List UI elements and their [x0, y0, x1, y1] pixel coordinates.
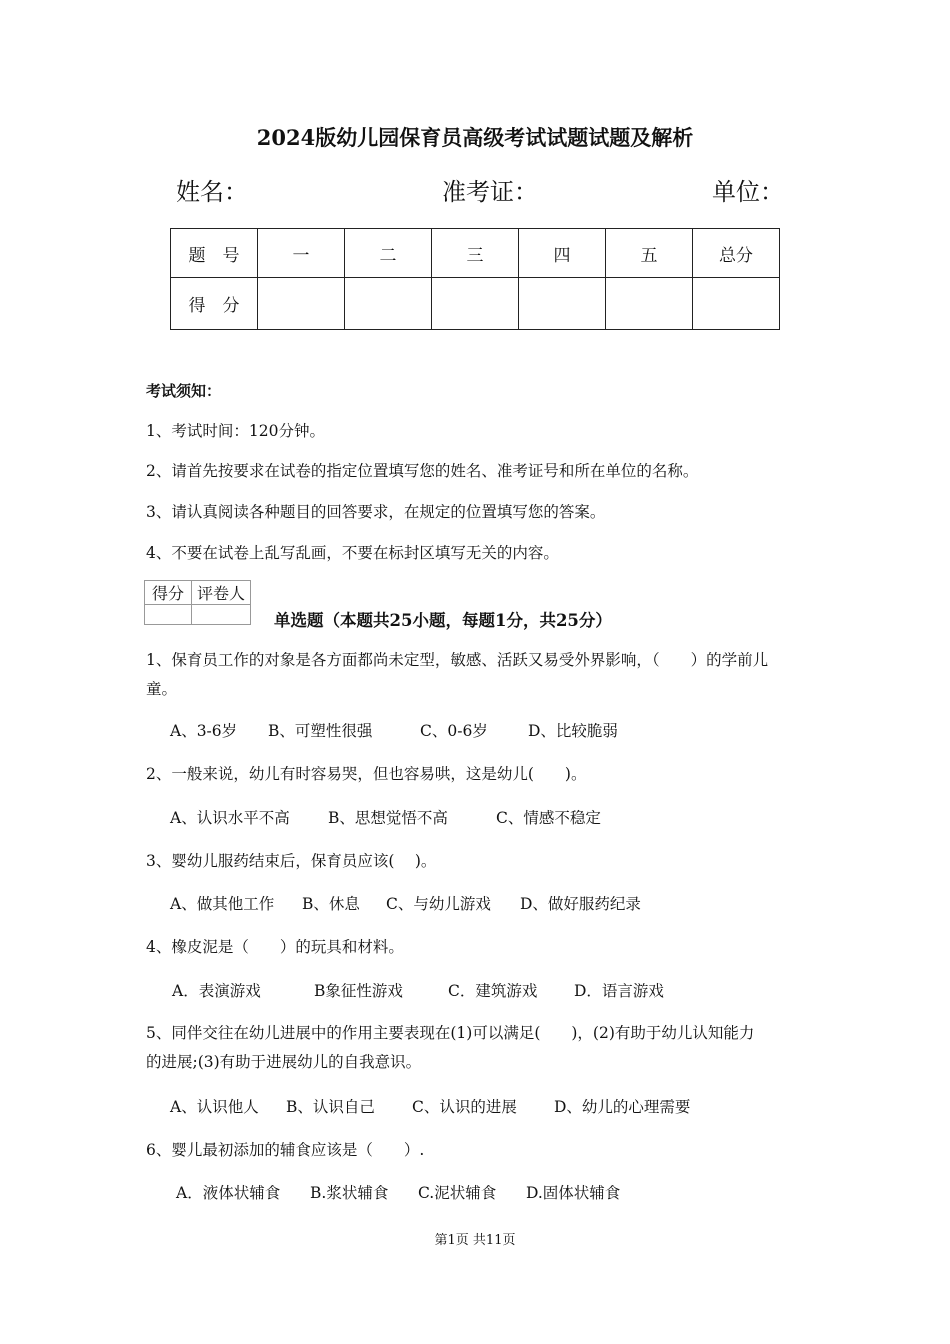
score-table-cell: 五 — [606, 229, 693, 278]
question-stem: 的进展;(3)有助于进展幼儿的自我意识。 — [146, 1053, 422, 1071]
score-entry-cell[interactable] — [432, 278, 519, 330]
score-table-cell: 总分 — [693, 229, 780, 278]
option[interactable]: A、认识水平不高 — [170, 809, 290, 827]
question-stem: 2、一般来说，幼儿有时容易哭，但也容易哄，这是幼儿( )。 — [146, 765, 587, 783]
notice-item: 4、不要在试卷上乱写乱画，不要在标封区填写无关的内容。 — [146, 544, 559, 562]
option[interactable]: B象征性游戏 — [314, 982, 403, 1000]
option[interactable]: C、与幼儿游戏 — [386, 895, 491, 913]
grader-score-entry[interactable] — [145, 605, 192, 625]
page-title: 2024版幼儿园保育员高级考试试题试题及解析 — [256, 125, 694, 150]
grader-name-entry[interactable] — [192, 605, 251, 625]
question-options — [170, 1095, 690, 1117]
question-options — [170, 892, 641, 914]
option[interactable]: A、做其他工作 — [170, 895, 275, 913]
score-entry-cell[interactable] — [345, 278, 432, 330]
score-entry-cell[interactable] — [258, 278, 345, 330]
option[interactable]: B、休息 — [302, 895, 360, 913]
grader-name-label: 评卷人 — [192, 581, 251, 605]
score-entry-cell[interactable] — [606, 278, 693, 330]
option[interactable]: A．表演游戏 — [172, 982, 261, 1000]
score-table-score-row — [171, 278, 780, 330]
score-table-cell: 二 — [345, 229, 432, 278]
option[interactable]: C.泥状辅食 — [418, 1184, 497, 1202]
section-title: 单选题（本题共25小题，每题1分，共25分） — [274, 611, 612, 630]
score-table-cell: 一 — [258, 229, 345, 278]
option[interactable]: D、比较脆弱 — [528, 722, 618, 740]
option[interactable]: D．语言游戏 — [574, 982, 664, 1000]
question-stem: 1、保育员工作的对象是各方面都尚未定型，敏感、活跃又易受外界影响，（ ）的学前儿 — [146, 651, 769, 669]
question-stem: 4、橡皮泥是（ ）的玩具和材料。 — [146, 938, 404, 956]
question-options — [172, 979, 664, 1001]
option[interactable]: B、认识自己 — [286, 1098, 375, 1116]
question-stem: 3、婴幼儿服药结束后，保育员应该( )。 — [146, 852, 437, 870]
score-entry-cell[interactable] — [519, 278, 606, 330]
page-footer: 第1页 共11页 — [434, 1233, 516, 1248]
grader-box — [144, 580, 251, 625]
question-options — [170, 719, 618, 741]
option[interactable]: B、思想觉悟不高 — [328, 809, 448, 827]
score-table-header-row — [171, 229, 780, 278]
option[interactable]: B.浆状辅食 — [310, 1184, 389, 1202]
question-stem: 5、同伴交往在幼儿进展中的作用主要表现在(1)可以满足( )，(2)有助于幼儿认知能力 — [146, 1024, 755, 1042]
option[interactable]: C、0-6岁 — [420, 722, 488, 740]
score-table-cell: 四 — [519, 229, 606, 278]
option[interactable]: A．液体状辅食 — [176, 1184, 281, 1202]
notice-item: 3、请认真阅读各种题目的回答要求，在规定的位置填写您的答案。 — [146, 503, 606, 521]
notice-heading: 考试须知： — [146, 382, 222, 400]
grader-score-label: 得分 — [145, 581, 192, 605]
question-stem: 6、婴儿最初添加的辅食应该是（ ）. — [146, 1141, 425, 1159]
option[interactable]: B、可塑性很强 — [268, 722, 373, 740]
unit-field-label: 单位： — [712, 178, 784, 206]
score-entry-cell[interactable] — [693, 278, 780, 330]
option[interactable]: C、认识的进展 — [412, 1098, 517, 1116]
question-stem: 童。 — [146, 680, 178, 698]
option[interactable]: D、幼儿的心理需要 — [554, 1098, 691, 1116]
exam-id-field-label: 准考证： — [442, 178, 538, 206]
question-options — [170, 806, 601, 828]
name-field-label: 姓名： — [176, 178, 248, 206]
score-table-cell: 三 — [432, 229, 519, 278]
score-table-cell: 得 分 — [171, 278, 258, 330]
option[interactable]: A、3-6岁 — [170, 722, 238, 740]
question-options — [176, 1181, 620, 1203]
notice-item: 1、考试时间：120分钟。 — [146, 422, 325, 440]
score-table — [170, 228, 780, 330]
score-table-cell: 题 号 — [171, 229, 258, 278]
option[interactable]: D、做好服药纪录 — [520, 895, 641, 913]
option[interactable]: C、情感不稳定 — [496, 809, 601, 827]
option[interactable]: D.固体状辅食 — [526, 1184, 621, 1202]
option[interactable]: C．建筑游戏 — [448, 982, 538, 1000]
option[interactable]: A、认识他人 — [170, 1098, 259, 1116]
notice-item: 2、请首先按要求在试卷的指定位置填写您的姓名、准考证号和所在单位的名称。 — [146, 462, 699, 480]
